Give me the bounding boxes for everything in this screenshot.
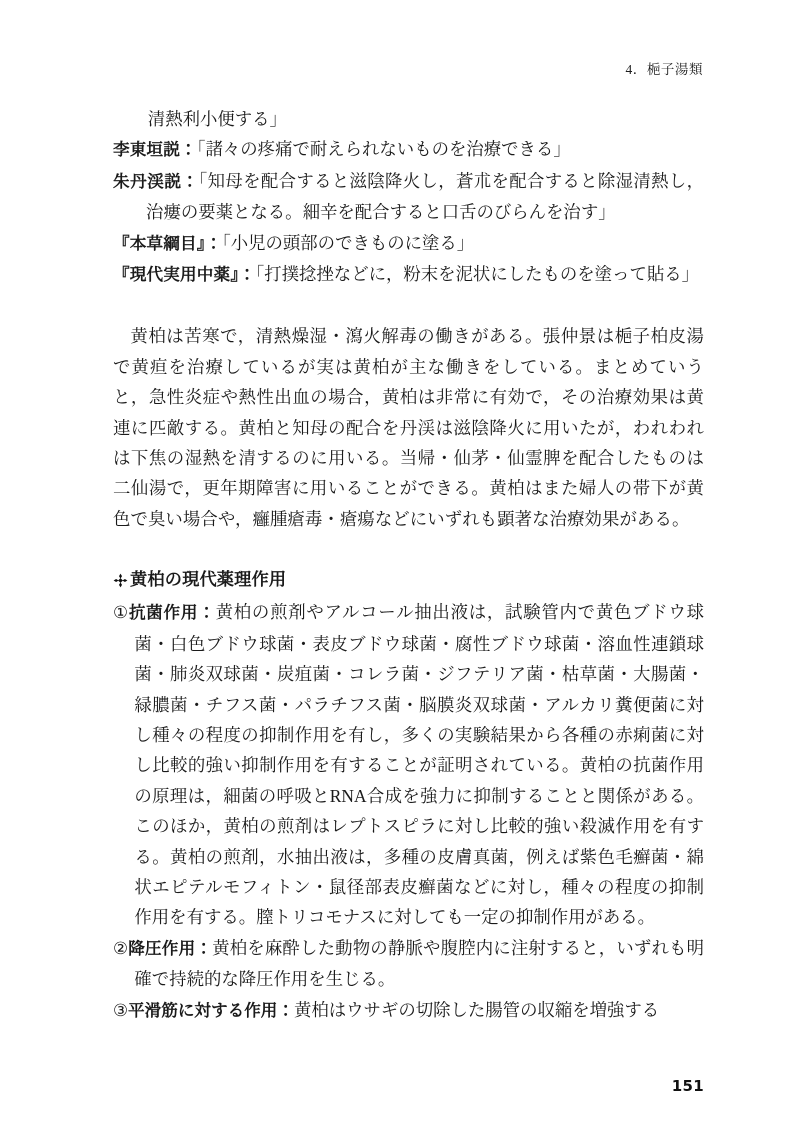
list-item xyxy=(113,933,704,995)
quotation-source: 『現代実用中薬』 xyxy=(113,265,239,285)
list-item xyxy=(113,995,704,1026)
list-item xyxy=(113,597,704,932)
list-item-marker: ① xyxy=(113,602,129,623)
pharmacology-list xyxy=(113,597,704,1026)
quotation-separator: ： xyxy=(181,171,199,191)
quotation-text: 「小児の頭部のできものに塗る」 xyxy=(222,232,475,253)
diamond-cross-ornament-icon xyxy=(113,573,128,588)
body-paragraph: 黄柏は苦寒で，清熱燥湿・瀉火解毒の働きがある。張仲景は梔子柏皮湯で黄疸を治療しているが実は黄柏が主な働きをしている。まとめていうと，急性炎症や熱性出血の場合，黄柏は非常に有効で，その治療効果は黄連に匹敵する。黄柏と知母の配合を丹渓は滋陰降火に用いたが，われわれは下焦の湿熱を清するのに用いる。当帰・仙茅・仙霊脾を配合したものは二仙湯で，更年期障害に用いることができる。黄柏はまた婦人の帯下が黄色で臭い場合や，癰腫瘡毒・瘡瘍などにいずれも顕著な治療効果がある。 xyxy=(113,326,704,529)
list-item-label: 平滑筋に対する作用 xyxy=(128,1000,278,1020)
quotation-item xyxy=(113,228,704,259)
list-item-marker: ② xyxy=(113,937,129,958)
list-item-separator: ： xyxy=(195,938,213,958)
quotation-source: 李東垣説 xyxy=(113,140,181,160)
list-item-marker: ③ xyxy=(113,999,129,1020)
list-item-label: 抗菌作用 xyxy=(128,603,199,623)
list-item-text: 黄柏はウサギの切除した腸管の収縮を増強する xyxy=(293,999,660,1020)
section-heading-label: 黄柏の現代薬理作用 xyxy=(130,570,287,591)
quotation-source: 朱丹渓説 xyxy=(113,171,182,191)
quotation-list xyxy=(113,104,704,290)
quotation-source: 『本草綱目』 xyxy=(113,233,206,253)
list-item-text: 黄柏を麻酔した動物の静脈や腹腔内に注射すると，いずれも明確で持続的な降圧作用を生じる。 xyxy=(134,937,705,990)
quotation-text: 「知母を配合すると滋陰降火し，蒼朮を配合すると除湿清熱し，治瘻の要薬となる。細辛を配合すると口舌のびらんを治す」 xyxy=(146,170,705,223)
quotation-item xyxy=(113,259,704,290)
page-number: 151 xyxy=(671,1077,704,1095)
quotation-separator: ： xyxy=(180,140,197,160)
list-item-text: 黄柏の煎剤やアルコール抽出液は，試験管内で黄色ブドウ球菌・白色ブドウ球菌・表皮ブドウ球菌・腐性ブドウ球菌・溶血性連鎖球菌・肺炎双球菌・炭疽菌・コレラ菌・ジフテリア菌・枯草菌・大腸菌・緑膿菌・チフス菌・パラチフス菌・脳膜炎双球菌・アルカリ糞便菌に対し種々の程度の抑制作用を有し，多くの実験結果から各種の赤痢菌に対し比較的強い抑制作用を有することが証明されている。黄柏の抗菌作用の原理は，細菌の呼吸とRNA合成を強力に抑制することと関係がある。このほか，黄柏の煎剤はレプトスピラに対し比較的強い殺滅作用を有する。黄柏の煎剤，水抽出液は，多種の皮膚真菌，例えば紫色毛癬菌・綿状エピテルモフィトン・鼠径部表皮癬菌などに対し，種々の程度の抑制作用を有する。膣トリコモナスに対しても一定の抑制作用がある。 xyxy=(134,602,704,928)
list-item-label: 降圧作用 xyxy=(128,938,196,958)
quotation-separator: ： xyxy=(205,233,223,253)
quotation-continuation-line: 清熱利小便する」 xyxy=(147,109,287,129)
quotation-item xyxy=(113,134,704,165)
running-head: 4．梔子湯類 xyxy=(625,62,703,77)
quotation-item xyxy=(113,166,704,228)
quotation-text: 「諸々の疼痛で耐えられないものを治療できる」 xyxy=(196,139,571,160)
quotation-separator: ： xyxy=(238,265,256,285)
section-heading xyxy=(113,565,704,595)
list-item-separator: ： xyxy=(198,603,216,623)
list-item-separator: ： xyxy=(277,1000,294,1020)
quotation-text: 「打撲捻挫などに，粉末を泥状にしたものを塗って貼る」 xyxy=(255,264,700,285)
text-column xyxy=(113,104,704,1026)
